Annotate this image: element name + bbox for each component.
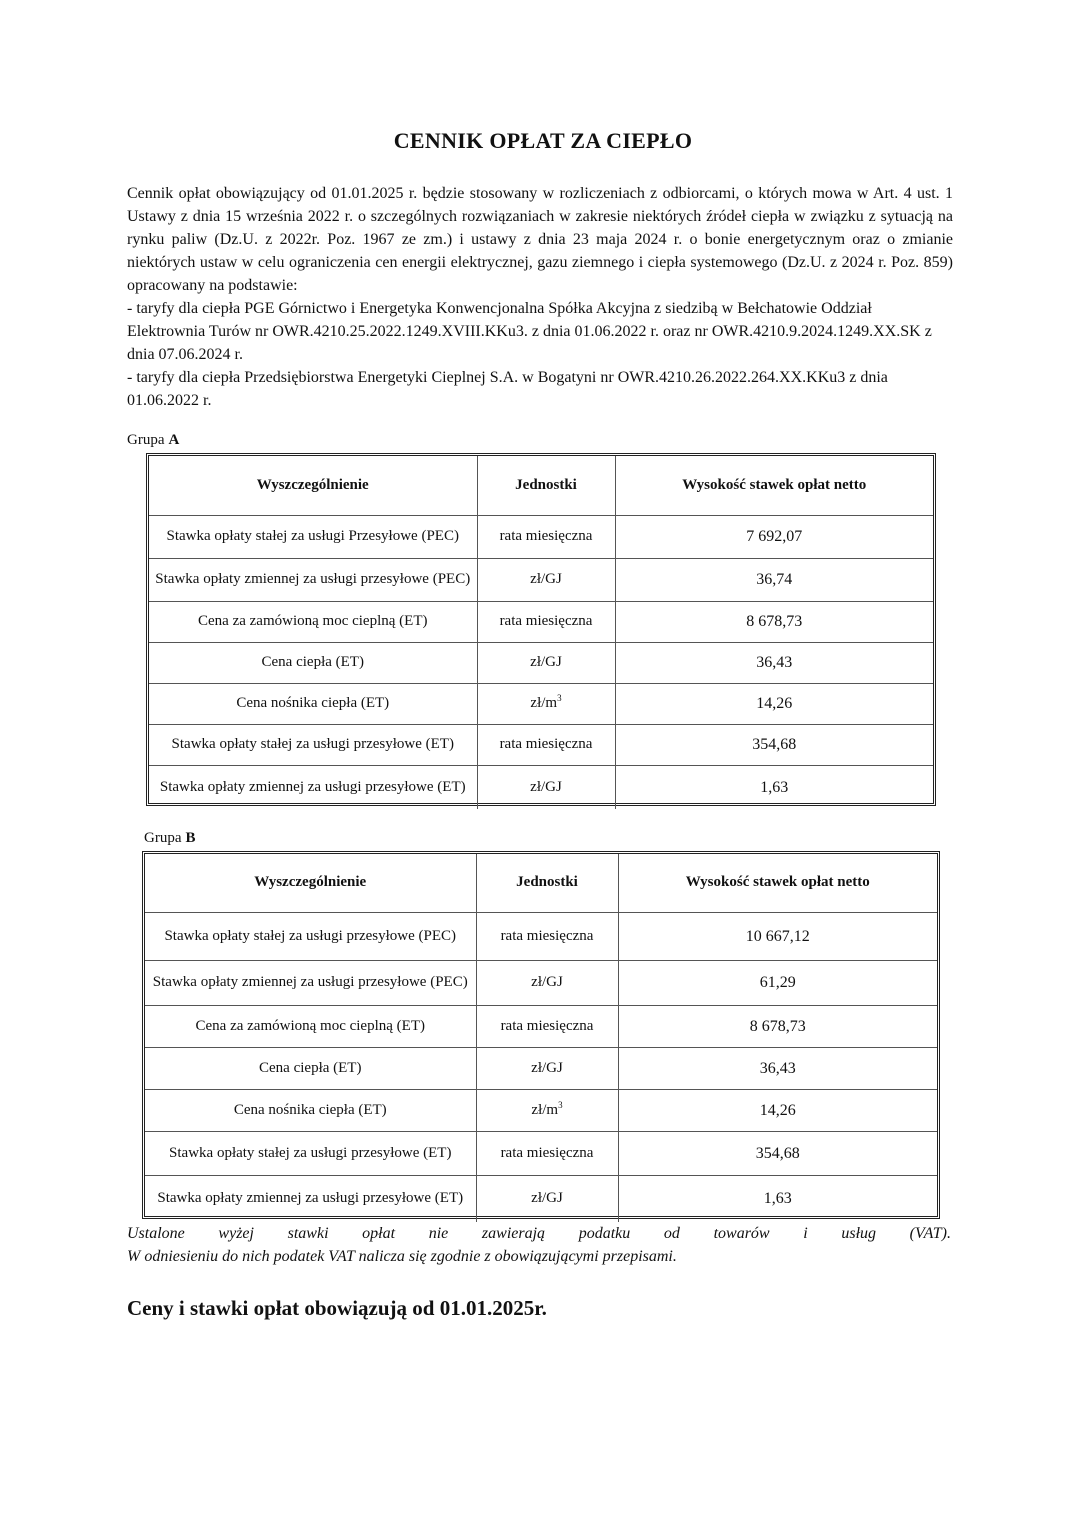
row-value: 36,43 xyxy=(618,1047,937,1089)
intro-tariff-2: - taryfy dla ciepła Przedsiębiorstwa Energetyki Cieplnej S.A. w Bogatyni nr OWR.4210.26.2022.264.XX.KKu3 z dnia 01.06.2022 r. xyxy=(127,369,888,409)
intro-text xyxy=(127,182,953,412)
row-unit: rata miesięczna xyxy=(477,515,615,558)
table-row xyxy=(145,1089,937,1131)
unit-superscript: 3 xyxy=(557,693,562,703)
intro-tariff-1: - taryfy dla ciepła PGE Górnictwo i Energetyka Konwencjonalna Spółka Akcyjna z siedzibą w Bełchatowie Oddział Elektrownia Turów nr OWR.4210.25.2022.1249.XVIII.KKu3. z dnia 01.06.2022 r. oraz nr OWR.4210.9.2024.1249.XX.SK z dnia 07.06.2024 r. xyxy=(127,300,932,363)
row-unit: zł/GJ xyxy=(476,1047,618,1089)
row-value: 354,68 xyxy=(618,1131,937,1175)
row-unit: rata miesięczna xyxy=(476,1131,618,1175)
row-value: 14,26 xyxy=(615,683,933,724)
row-unit: zł/GJ xyxy=(476,1175,618,1222)
row-item: Stawka opłaty stałej za usługi przesyłowe (ET) xyxy=(149,724,477,765)
unit-superscript: 3 xyxy=(558,1099,563,1110)
row-unit: $zł/m^3$ xyxy=(477,683,615,724)
row-unit: zł/GJ xyxy=(476,960,618,1005)
table-row xyxy=(145,1047,937,1089)
vat-note-line-1: Ustalone wyżej stawki opłat nie zawierają podatku od towarów i usług (VAT). xyxy=(127,1225,951,1242)
table-row xyxy=(149,515,933,558)
group-b-letter: B xyxy=(185,830,196,846)
row-value: 36,74 xyxy=(615,558,933,601)
row-item: Stawka opłaty zmiennej za usługi przesyłowe (ET) xyxy=(149,765,477,809)
intro-paragraph: Cennik opłat obowiązujący od 01.01.2025 r. będzie stosowany w rozliczeniach z odbiorcami, o których mowa w Art. 4 ust. 1 Ustawy z dnia 15 września 2022 r. o szczególnych rozwiązaniach w zakresie niektórych źródeł ciepła w związku z sytuacją na rynku paliw (Dz.U. z 2022r. Poz. 1967 ze zm.) i ustawy z dnia 23 maja 2024 r. o bonie energetycznym oraz o zmianie niektórych ustaw w celu ograniczenia cen energii elektrycznej, gazu ziemnego i ciepła systemowego (Dz.U. z 2024 r. Poz. 859) opracowany na podstawie: xyxy=(127,185,953,294)
header-item: Wyszczególnienie xyxy=(149,456,477,515)
row-unit: zł/GJ xyxy=(477,765,615,809)
table-row xyxy=(149,601,933,642)
row-item: Cena za zamówioną moc cieplną (ET) xyxy=(149,601,477,642)
row-item: Stawka opłaty stałej za usługi przesyłowe (PEC) xyxy=(145,912,476,960)
row-item: Cena za zamówioną moc cieplną (ET) xyxy=(145,1005,476,1047)
header-unit: Jednostki xyxy=(477,456,615,515)
row-value: 8 678,73 xyxy=(618,1005,937,1047)
vat-note xyxy=(127,1222,951,1268)
vat-note-line-2: W odniesieniu do nich podatek VAT nalicza się zgodnie z obowiązującymi przepisami. xyxy=(127,1248,677,1265)
row-item: Cena ciepła (ET) xyxy=(145,1047,476,1089)
table-row xyxy=(145,1131,937,1175)
header-unit: Jednostki xyxy=(476,854,618,912)
row-value: 8 678,73 xyxy=(615,601,933,642)
group-a-table xyxy=(146,453,936,806)
row-unit: $zł/m^3$ xyxy=(476,1089,618,1131)
table-row xyxy=(145,912,937,960)
row-value: 354,68 xyxy=(615,724,933,765)
row-unit: rata miesięczna xyxy=(477,724,615,765)
table-row xyxy=(145,960,937,1005)
row-unit: zł/GJ xyxy=(477,558,615,601)
row-value: 61,29 xyxy=(618,960,937,1005)
group-a-label: Grupa A xyxy=(127,432,180,448)
row-item: Stawka opłaty zmiennej za usługi przesyłowe (ET) xyxy=(145,1175,476,1222)
table-row xyxy=(149,558,933,601)
table-header-row xyxy=(149,456,933,515)
group-a-letter: A xyxy=(168,432,180,448)
row-value: 10 667,12 xyxy=(618,912,937,960)
row-value: 1,63 xyxy=(618,1175,937,1222)
row-item: Cena nośnika ciepła (ET) xyxy=(145,1089,476,1131)
row-unit: rata miesięczna xyxy=(476,1005,618,1047)
row-value: 14,26 xyxy=(618,1089,937,1131)
row-value: 1,63 xyxy=(615,765,933,809)
row-unit: zł/GJ xyxy=(477,642,615,683)
document-title: CENNIK OPŁAT ZA CIEPŁO xyxy=(393,128,693,153)
group-b-table xyxy=(142,851,940,1219)
header-value: Wysokość stawek opłat netto xyxy=(618,854,937,912)
row-item: Stawka opłaty zmiennej za usługi przesyłowe (PEC) xyxy=(145,960,476,1005)
row-item: Stawka opłaty stałej za usługi przesyłowe (ET) xyxy=(145,1131,476,1175)
table-row xyxy=(149,765,933,809)
header-value: Wysokość stawek opłat netto xyxy=(615,456,933,515)
header-item: Wyszczególnienie xyxy=(145,854,476,912)
row-item: Cena nośnika ciepła (ET) xyxy=(149,683,477,724)
table-header-row xyxy=(145,854,937,912)
row-value: 7 692,07 xyxy=(615,515,933,558)
table-row xyxy=(145,1175,937,1222)
table-row xyxy=(149,683,933,724)
validity-statement: Ceny i stawki opłat obowiązują od 01.01.2025r. xyxy=(127,1296,547,1320)
row-item: Stawka opłaty stałej za usługi Przesyłowe (PEC) xyxy=(149,515,477,558)
table-row xyxy=(149,642,933,683)
row-value: 36,43 xyxy=(615,642,933,683)
table-row xyxy=(149,724,933,765)
row-item: Cena ciepła (ET) xyxy=(149,642,477,683)
row-unit: rata miesięczna xyxy=(477,601,615,642)
row-item: Stawka opłaty zmiennej za usługi przesyłowe (PEC) xyxy=(149,558,477,601)
table-row xyxy=(145,1005,937,1047)
group-b-label: Grupa B xyxy=(144,830,196,846)
row-unit: rata miesięczna xyxy=(476,912,618,960)
